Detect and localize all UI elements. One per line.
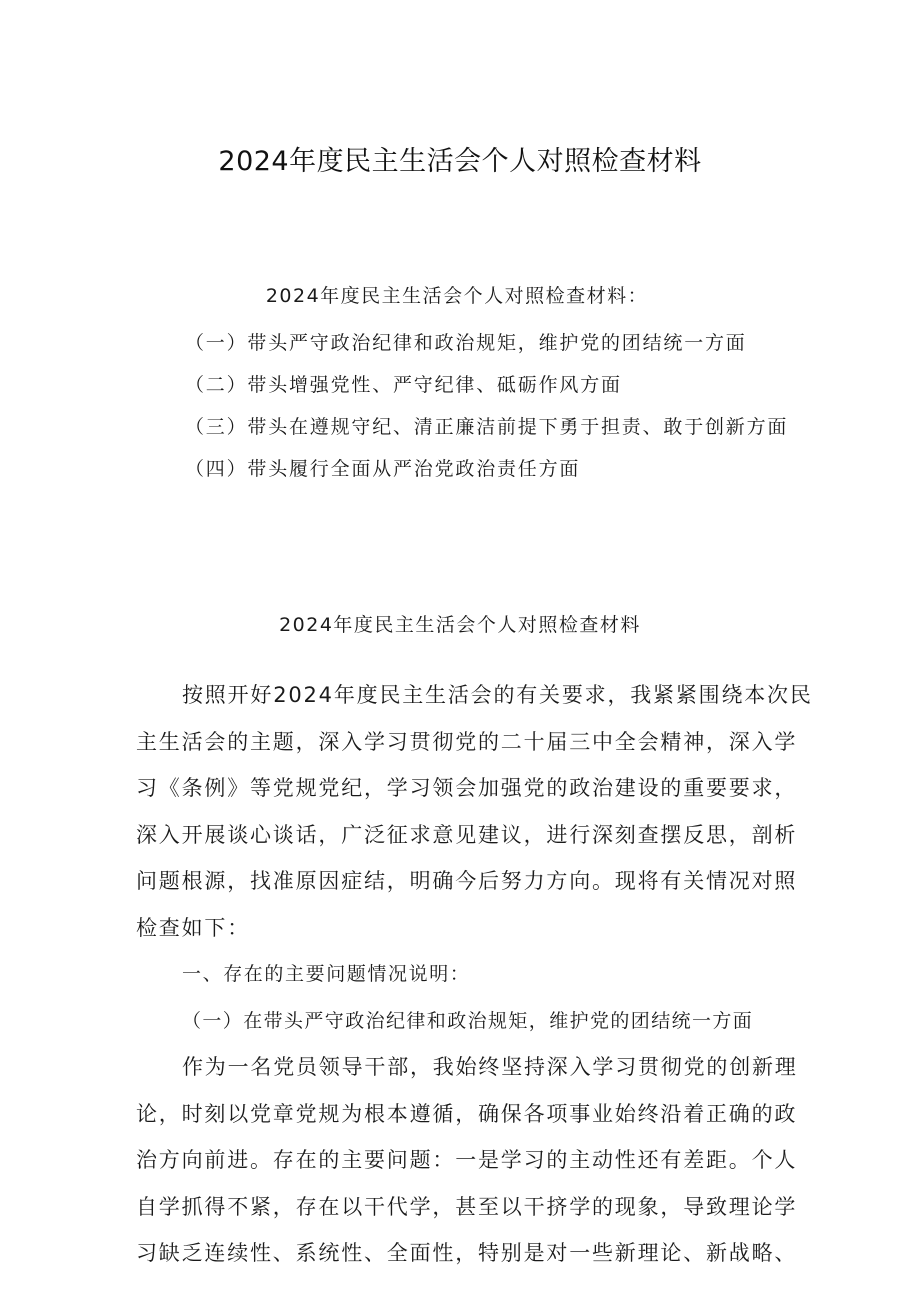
paragraph-line: 治方向前进。存在的主要问题：一是学习的主动性还有差距。个人 xyxy=(136,1148,798,1172)
body-text xyxy=(136,672,813,1277)
paragraph-line: 习缺乏连续性、系统性、全面性，特别是对一些新理论、新战略、 xyxy=(136,1241,798,1265)
table-of-contents xyxy=(0,280,920,490)
problems-heading: 一、存在的主要问题情况说明： xyxy=(182,963,471,985)
paragraph-line: 深入开展谈心谈话，广泛征求意见建议，进行深刻查摆反思，剖析 xyxy=(136,822,798,847)
paragraph-line: 作为一名党员领导干部，我始终坚持深入学习贯彻党的创新理 xyxy=(182,1055,798,1079)
paragraph-line: 习《条例》等党规党纪，学习领会加强党的政治建设的重要要求， xyxy=(136,776,798,800)
toc-heading: 2024年度民主生活会个人对照检查材料： xyxy=(265,285,649,307)
paragraph-line: 自学抓得不紧，存在以干代学，甚至以干挤学的现象，导致理论学 xyxy=(136,1194,798,1219)
document-title: 2024年度民主生活会个人对照检查材料 xyxy=(218,146,702,178)
problem-paragraph xyxy=(136,1044,801,1277)
subsection-heading: （一）在带头严守政治纪律和政治规矩，维护党的团结统一方面 xyxy=(182,1009,754,1032)
toc-item: （四）带头履行全面从严治党政治责任方面 xyxy=(185,458,581,480)
paragraph-line: 主生活会的主题，深入学习贯彻党的二十届三中全会精神，深入学 xyxy=(136,729,798,754)
toc-item: （一）带头严守政治纪律和政治规矩，维护党的团结统一方面 xyxy=(185,332,747,354)
paragraph-line: 论，时刻以党章党规为根本遵循，确保各项事业始终沿着正确的政 xyxy=(136,1101,798,1126)
paragraph-line: 问题根源，找准原因症结，明确今后努力方向。现将有关情况对照 xyxy=(136,869,798,893)
toc-item: （二）带头增强党性、严守纪律、砥砺作风方面 xyxy=(185,374,622,396)
intro-paragraph xyxy=(136,672,813,951)
section-title: 2024年度民主生活会个人对照检查材料 xyxy=(279,614,641,636)
paragraph-line: 按照开好2024年度民主生活会的有关要求，我紧紧围绕本次民 xyxy=(182,683,813,707)
paragraph-line: 检查如下： xyxy=(136,915,250,940)
toc-item: （三）带头在遵规守纪、清正廉洁前提下勇于担责、敢于创新方面 xyxy=(185,416,789,438)
toc-list xyxy=(185,322,920,490)
